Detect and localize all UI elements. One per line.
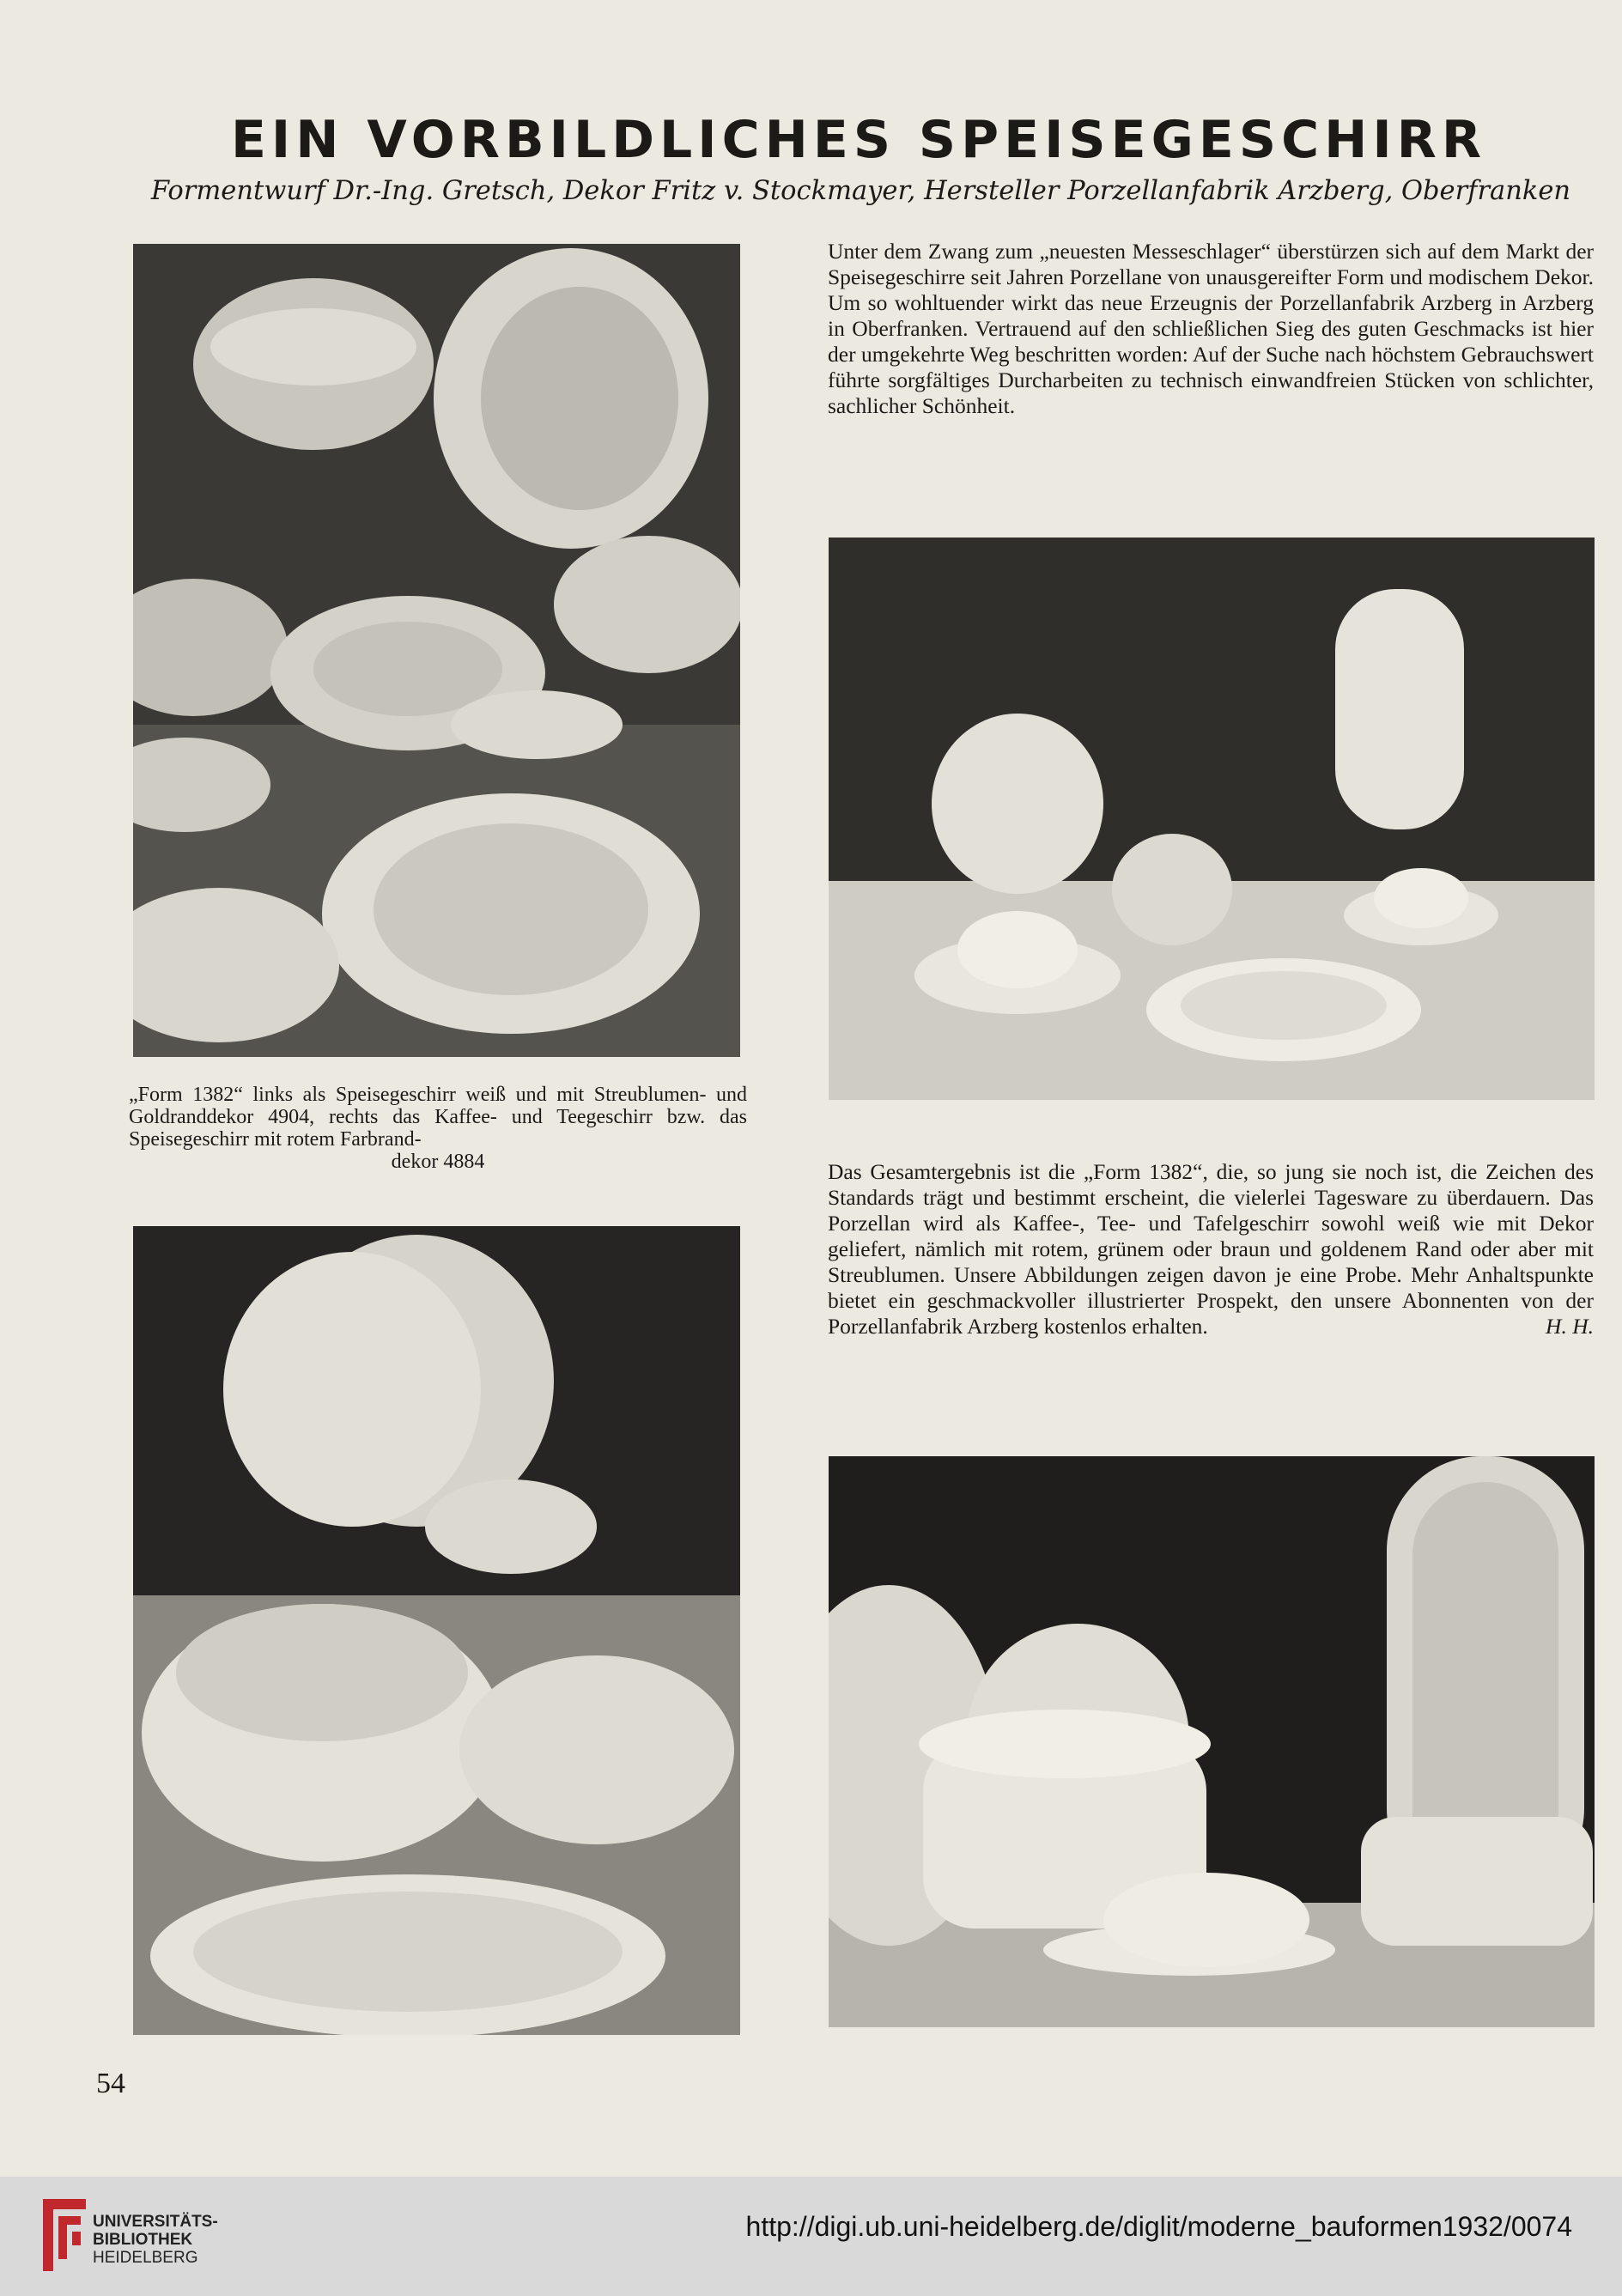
photo-rimmed-dinnerware (829, 1456, 1595, 2027)
intro-paragraph: Unter dem Zwang zum „neuesten Messeschlager“ überstürzen sich auf dem Markt der Speisegeschirre seit Jahren Porzellane von unausgereifter Form und modischem Dekor. Um so wohltuender wirkt das neue Erzeugnis der Porzellanfabrik Arzberg in Arzberg in Oberfranken. Vertrauend auf den schließlichen Sieg des guten Geschmacks ist hier der umgekehrte Weg beschritten worden: Auf der Suche nach höchstem Gebrauchswert führte sorgfältiges Durcharbeiten zu technisch einwandfreien Stücken von schlichter, sachlicher Schönheit. (828, 239, 1594, 418)
conclusion-text: Das Gesamtergebnis ist die „Form 1382“, die, so jung sie noch ist, die Zeichen des Standards trägt und bestimmt erscheint, die vielerlei Tagesware zu überdauern. Das Porzellan wird als Kaffee-, Tee- und Tafelgeschirr sowohl weiß wie mit Dekor geliefert, nämlich mit rotem, grünem oder braun und goldenem Rand oder aber mit Streublumen. Unsere Abbildungen zeigen davon je eine Probe. Mehr Anhaltspunkte bietet ein geschmackvoller illustrierter Prospekt, den unsere Abonnenten von der Porzellanfabrik Arzberg kostenlos erhalten. (828, 1159, 1594, 1339)
library-name-line3: HEIDELBERG (93, 2249, 198, 2267)
caption-text: „Form 1382“ links als Speisegeschirr weiß und mit Streublumen- und Goldranddekor 4904, rechts das Kaffee- und Teegeschirr bzw. das Speisegeschirr mit rotem Farbrand- (129, 1084, 747, 1151)
library-logo-icon[interactable] (34, 2192, 94, 2278)
page-title: EIN VORBILDLICHES SPEISEGESCHIRR (230, 110, 1487, 170)
photo-coffee-tea-set (829, 538, 1595, 1100)
conclusion-paragraph (828, 1159, 1594, 1339)
library-name-line2: BIBLIOTHEK (93, 2231, 193, 2249)
author-signature: H. H. (1546, 1314, 1594, 1339)
photo-floral-dinnerware (133, 1226, 740, 2035)
photo-caption (129, 1084, 747, 1173)
library-name (93, 2213, 218, 2267)
library-footer (0, 2177, 1622, 2296)
photo-white-dinnerware (133, 244, 740, 1057)
library-name-line1: UNIVERSITÄTS- (93, 2213, 218, 2231)
caption-last-line: dekor 4884 (391, 1151, 485, 1173)
source-url-link[interactable]: http://digi.ub.uni-heidelberg.de/diglit/moderne_bauformen1932/0074 (745, 2211, 1572, 2242)
page-subtitle: Formentwurf Dr.-Ing. Gretsch, Dekor Fritz v. Stockmayer, Hersteller Porzellanfabrik Arzberg, Oberfranken (150, 176, 1571, 206)
page-number: 54 (96, 2068, 125, 2099)
